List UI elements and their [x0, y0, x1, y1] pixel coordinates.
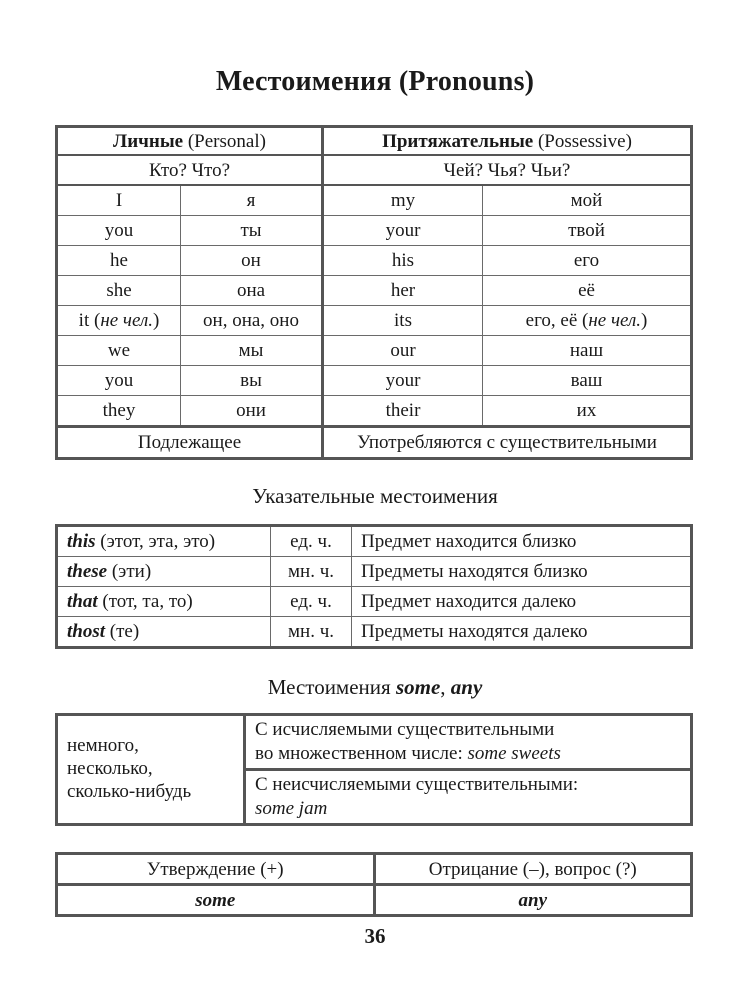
personal-ru: мы — [181, 336, 323, 366]
possessive-usage: Употребляются с существительными — [323, 427, 692, 459]
non-human-note: не чел. — [100, 310, 153, 331]
uncountable-usage — [245, 770, 692, 825]
some-any-heading-sep: , — [440, 675, 451, 699]
some-any-usage-table — [55, 713, 693, 826]
personal-en: they — [57, 396, 181, 427]
possessive-ru: наш — [483, 336, 692, 366]
personal-usage: Подлежащее — [57, 427, 323, 459]
personal-en: she — [57, 276, 181, 306]
possessive-ru: их — [483, 396, 692, 427]
non-human-note: не чел. — [588, 310, 642, 331]
possessive-ru: его — [483, 246, 692, 276]
grammatical-number: мн. ч. — [271, 617, 352, 648]
possessive-en: your — [323, 216, 483, 246]
personal-en: I — [57, 185, 181, 216]
personal-en: it (не чел.) — [57, 306, 181, 336]
pronoun-row — [57, 276, 692, 306]
personal-en: he — [57, 246, 181, 276]
personal-header-en: (Personal) — [183, 130, 266, 152]
demonstrative-description: Предмет находится далеко — [352, 587, 692, 617]
demonstratives-heading: Указательные местоимения — [252, 484, 498, 508]
demonstrative-translation: (тот, та, то) — [97, 591, 193, 612]
personal-ru: они — [181, 396, 323, 427]
grammatical-number: мн. ч. — [271, 557, 352, 587]
personal-en-word: it — [78, 310, 90, 331]
possessive-en: his — [323, 246, 483, 276]
possessive-header — [323, 127, 692, 156]
possessive-header-en: (Possessive) — [533, 130, 632, 152]
some-meaning-line: немного, — [67, 735, 139, 757]
demonstrative-word — [57, 557, 271, 587]
page-number: 36 — [364, 924, 386, 948]
personal-ru: вы — [181, 366, 323, 396]
some-any-heading-prefix: Местоимения — [267, 675, 396, 699]
demonstrative-en: that — [67, 591, 98, 612]
pronouns-table — [55, 125, 693, 460]
possessive-header-ru: Притяжательные — [382, 130, 534, 152]
demonstrative-translation: (этот, эта, это) — [95, 531, 216, 552]
personal-header-ru: Личные — [113, 130, 184, 152]
personal-en: you — [57, 366, 181, 396]
affirmative-header: Утверждение (+) — [57, 854, 375, 885]
some-cell: some — [57, 885, 375, 916]
pronoun-row — [57, 396, 692, 427]
pronoun-row — [57, 306, 692, 336]
grammatical-number: ед. ч. — [271, 587, 352, 617]
pronoun-row — [57, 246, 692, 276]
personal-header — [57, 127, 323, 156]
demonstrative-row — [57, 617, 692, 648]
pronouns-header-row — [57, 127, 692, 156]
possessive-ru: его, её (не чел.) — [483, 306, 692, 336]
demonstrative-word — [57, 587, 271, 617]
demonstrative-row — [57, 587, 692, 617]
pronoun-row — [57, 366, 692, 396]
demonstrative-word — [57, 617, 271, 648]
possessive-ru: мой — [483, 185, 692, 216]
countable-usage-line2: во множественном числе: — [255, 743, 468, 764]
countable-usage-line1: С исчисляемыми существительными — [255, 719, 555, 741]
personal-ru: он, она, оно — [181, 306, 323, 336]
countable-usage — [245, 715, 692, 770]
some-meaning-line: несколько, — [67, 758, 153, 780]
demonstrative-row — [57, 526, 692, 557]
pronouns-question-row — [57, 155, 692, 185]
possessive-en: my — [323, 185, 483, 216]
pronoun-row — [57, 216, 692, 246]
countable-row — [57, 715, 692, 770]
demonstratives-table — [55, 524, 693, 649]
possessive-en: your — [323, 366, 483, 396]
personal-ru: она — [181, 276, 323, 306]
demonstrative-en: this — [67, 531, 96, 552]
countable-example: some sweets — [467, 743, 561, 764]
demonstrative-description: Предметы находятся далеко — [352, 617, 692, 648]
demonstrative-word — [57, 526, 271, 557]
possessive-ru: её — [483, 276, 692, 306]
pronouns-footer-row — [57, 427, 692, 459]
page-title: Местоимения (Pronouns) — [215, 66, 535, 97]
some-any-heading — [0, 675, 750, 700]
possessive-question: Чей? Чья? Чьи? — [323, 155, 692, 185]
personal-en: we — [57, 336, 181, 366]
possessive-en: her — [323, 276, 483, 306]
uncountable-example: some jam — [255, 798, 328, 819]
possessive-en: their — [323, 396, 483, 427]
personal-en: you — [57, 216, 181, 246]
pronoun-row — [57, 336, 692, 366]
grammatical-number: ед. ч. — [271, 526, 352, 557]
some-any-heading-any: any — [450, 675, 483, 699]
demonstrative-description: Предмет находится близко — [352, 526, 692, 557]
some-any-sentence-table — [55, 852, 693, 917]
possessive-ru: твой — [483, 216, 692, 246]
pronoun-row — [57, 185, 692, 216]
possessive-ru-word: его, её — [525, 310, 578, 331]
personal-ru: я — [181, 185, 323, 216]
personal-question: Кто? Что? — [57, 155, 323, 185]
demonstrative-row — [57, 557, 692, 587]
demonstrative-en: these — [67, 561, 108, 582]
demonstrative-en: thost — [67, 621, 106, 642]
pronoun-choice-row — [57, 885, 692, 916]
possessive-en: our — [323, 336, 483, 366]
personal-ru: он — [181, 246, 323, 276]
uncountable-usage-line1: С неисчисляемыми существительными: — [255, 774, 579, 796]
possessive-en: its — [323, 306, 483, 336]
negative-question-header: Отрицание (–), вопрос (?) — [374, 854, 692, 885]
some-meaning-line: сколько-нибудь — [67, 780, 192, 802]
demonstrative-translation: (эти) — [107, 561, 152, 582]
any-cell: any — [374, 885, 692, 916]
some-meaning — [57, 715, 245, 825]
some-any-heading-some: some — [395, 675, 441, 699]
demonstrative-translation: (те) — [105, 621, 140, 642]
personal-ru: ты — [181, 216, 323, 246]
possessive-ru: ваш — [483, 366, 692, 396]
sentence-type-row — [57, 854, 692, 885]
demonstrative-description: Предметы находятся близко — [352, 557, 692, 587]
